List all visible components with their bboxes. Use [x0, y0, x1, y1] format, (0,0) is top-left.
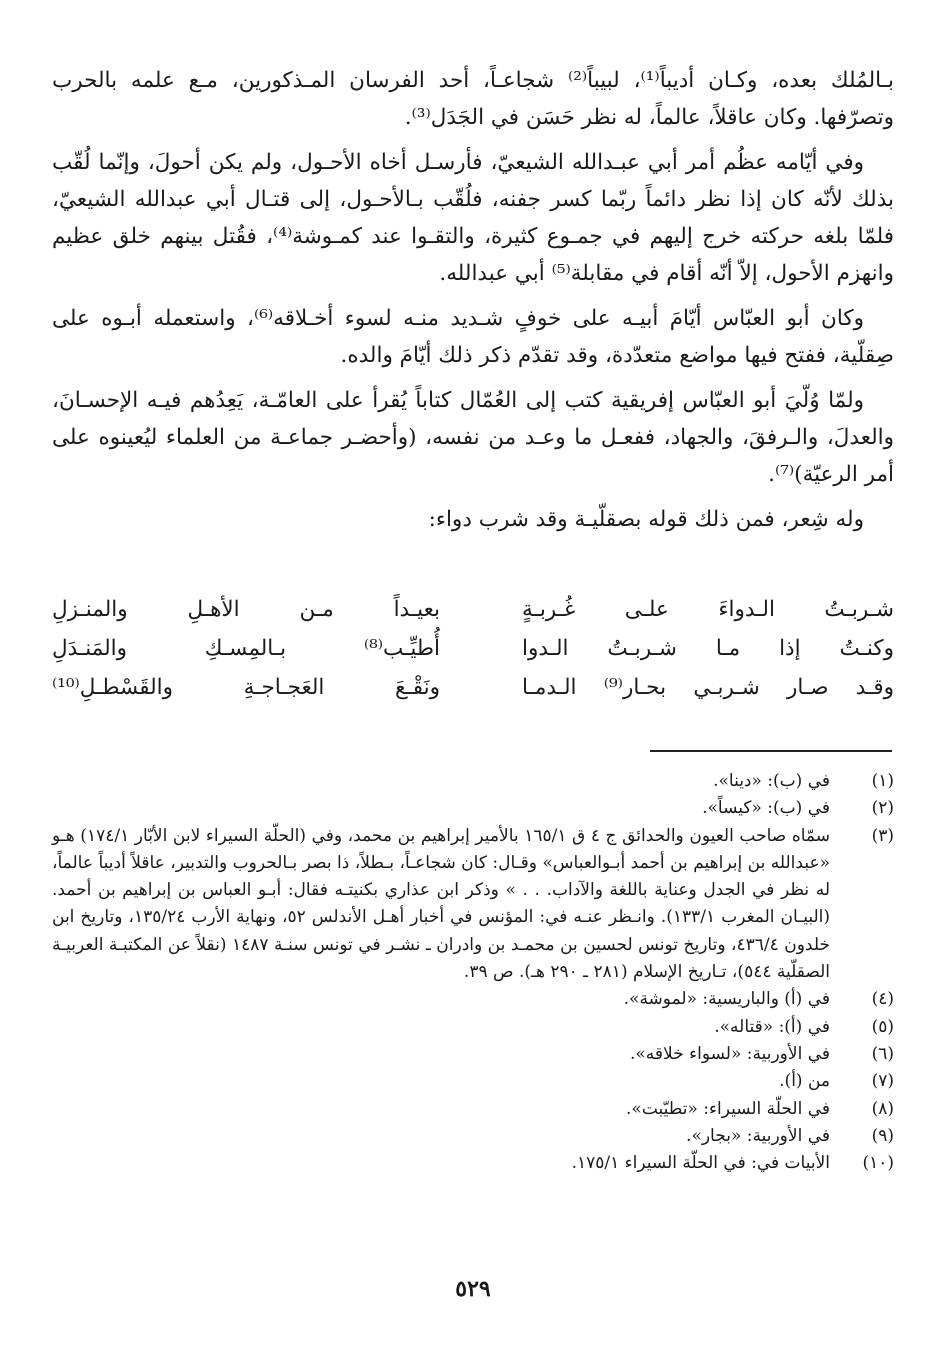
footnote-text: في (ب): «كيساً».	[702, 798, 830, 819]
paragraph: وكان أبو العبّاس أيّامَ أبيـه على خوفٍ شـديد منـه لسوء أخـلاقه⁽⁶⁾، واستعمله أبـوه على صِقلّية، ففتح فيها مواضع متعدّدة، وقد تقدّم ذكر ذلك أيّامَ والده.	[52, 306, 894, 368]
poem-verse	[52, 590, 894, 629]
verse-second-hemistich: ونَقْـعَ العَجـاجـةِ والقَسْطـلِ⁽¹⁰⁾	[52, 675, 440, 700]
poem-verse	[52, 629, 894, 668]
footnote-number: (٣)	[871, 825, 894, 846]
footnote-number: (١٠)	[862, 1153, 894, 1174]
footnote-text: في الأوربية: «لسواء خلاقه».	[630, 1043, 830, 1064]
footnote-text: الأبيات في: في الحلّة السيراء ١٧٥/١.	[571, 1153, 830, 1174]
verse-second-hemistich: بعيـداً مـن الأهـلِ والمنـزلِ	[52, 597, 440, 622]
paragraph: وفي أيّامه عظُم أمر أبي عبـدالله الشيعيّ، فأرسـل أخاه الأحـول، ولم يكن أحولَ، وإنّما لُقّب بذلك لأنّه كان إذا نظر دائماً ربّما كسر جفنه، فلُقّب بـالأحـول، إلى قتـال أبي عبدالله الشيعيّ، فلمّا بلغه حركته خرج إليهم في جمـوع كثيرة، والتقـوا عند كمـوشة⁽⁴⁾، فقُتل بينهم خلق عظيم وانهزم الأحول، إلاّ أنّه أقام في مقابلة⁽⁵⁾ أبي عبدالله.	[52, 150, 894, 286]
footnote-text: في (ب): «دينا».	[713, 771, 830, 791]
footnote-number: (١)	[871, 771, 894, 791]
footnote-text: في (أ): «قتاله».	[714, 1016, 830, 1037]
footnote-number: (٥)	[871, 1016, 894, 1037]
footnote-number: (٢)	[871, 798, 894, 819]
footnote-number: (٦)	[871, 1043, 894, 1064]
footnote-number: (٧)	[871, 1071, 894, 1092]
footnote	[52, 1014, 894, 1041]
footnote	[52, 1096, 894, 1123]
footnote-number: (٩)	[871, 1125, 894, 1146]
footnote-text: سمّاه صاحب العيون والحدائق ج ٤ ق ١٦٥/١ بالأمير إبراهيم بن محمد، وفي (الحلّة السيراء لابن الأبّار ١٧٤/١) هـو «عبدالله بن إبراهيم بن أحمد أبـوالعباس» وقـال: كان شجاعـاً، بـطلاً، ذا بصر بـالحروب والتدبير، عاقلاً أديباً عالماً، له نظر في الجدل وعناية باللغة والآداب. . . » وذكر ابن عذاري بكنيتـه فقال: أبـو العباس بن إبراهيم بن أحمد. (البيـان المغرب ١٣٣/١). وانـظر عنـه في: المؤنس في أخبار أهـل الأندلس ٥٢، ونهاية الأرب ١٣٥/٢٤، وتاريخ ابن خلدون ٤٣٦/٤، وتاريخ تونس لحسين بن محمـد بن وادران ـ نشـر في تونس سنـة ١٤٨٧ (نقلاً عن المكتبـة العربيـة الصقلّية ٥٤٤)، تـاريخ الإسلام (٢٨١ ـ ٢٩٠ هـ). ص ٣٩.	[52, 825, 830, 983]
paragraph: وله شِعر، فمن ذلك قوله بصقلّيـة وقد شرب دواء:	[428, 507, 864, 532]
footnote-text: في الحلّة السيراء: «تطيّبت».	[626, 1098, 830, 1119]
footnote-number: (٤)	[871, 989, 894, 1010]
footnote-number: (٨)	[871, 1098, 894, 1119]
page-number: ٥٢٩	[455, 1276, 491, 1302]
verse-second-hemistich: أُطيِّـب⁽⁸⁾ بـالمِسـكِ والمَنـدَلِ	[52, 636, 440, 661]
main-text	[52, 62, 894, 546]
poem	[52, 590, 894, 707]
footnote	[52, 768, 894, 795]
footnote	[52, 986, 894, 1013]
verse-first-hemistich: وكنـتُ إذا مـا شـربـتُ الـدوا	[522, 636, 894, 661]
footnote-text: في (أ) والباريسية: «لموشة».	[623, 989, 830, 1010]
footnote-divider	[650, 750, 892, 752]
footnotes	[52, 768, 894, 1177]
footnote	[52, 823, 894, 987]
footnote-text: من (أ).	[779, 1071, 830, 1092]
poem-verse	[52, 668, 894, 707]
footnote	[52, 1123, 894, 1150]
verse-first-hemistich: شـربـتُ الـدواءَ علـى غُـربـةٍ	[522, 597, 894, 622]
footnote	[52, 1041, 894, 1068]
footnote	[52, 1150, 894, 1177]
footnote-text: في الأوربية: «بجار».	[686, 1125, 830, 1146]
footnote	[52, 795, 894, 822]
footnote	[52, 1068, 894, 1095]
paragraph: بـالمُلك بعده، وكـان أديباً⁽¹⁾، لبيباً⁽²⁾ شجاعـاً، أحد الفرسان المـذكورين، مـع علمه بالحرب وتصرّفها. وكان عاقلاً، عالماً، له نظر حَسَن في الجَدَل⁽³⁾.	[52, 68, 894, 130]
verse-first-hemistich: وقـد صـار شـربـي بحـار⁽⁹⁾ الـدمـا	[522, 675, 894, 700]
paragraph: ولمّا وُلّيَ أبو العبّاس إفريقية كتب إلى العُمّال كتاباً يُقرأ على العامّـة، يَعِدُهم فيـه الإحسـانَ، والعدلَ، والـرفقَ، والجهاد، ففعـل ما وعـد من نفسه، (وأحضـر جماعـة من العلماء ليُعينوه على أمر الرعيّة)⁽⁷⁾.	[52, 388, 894, 487]
